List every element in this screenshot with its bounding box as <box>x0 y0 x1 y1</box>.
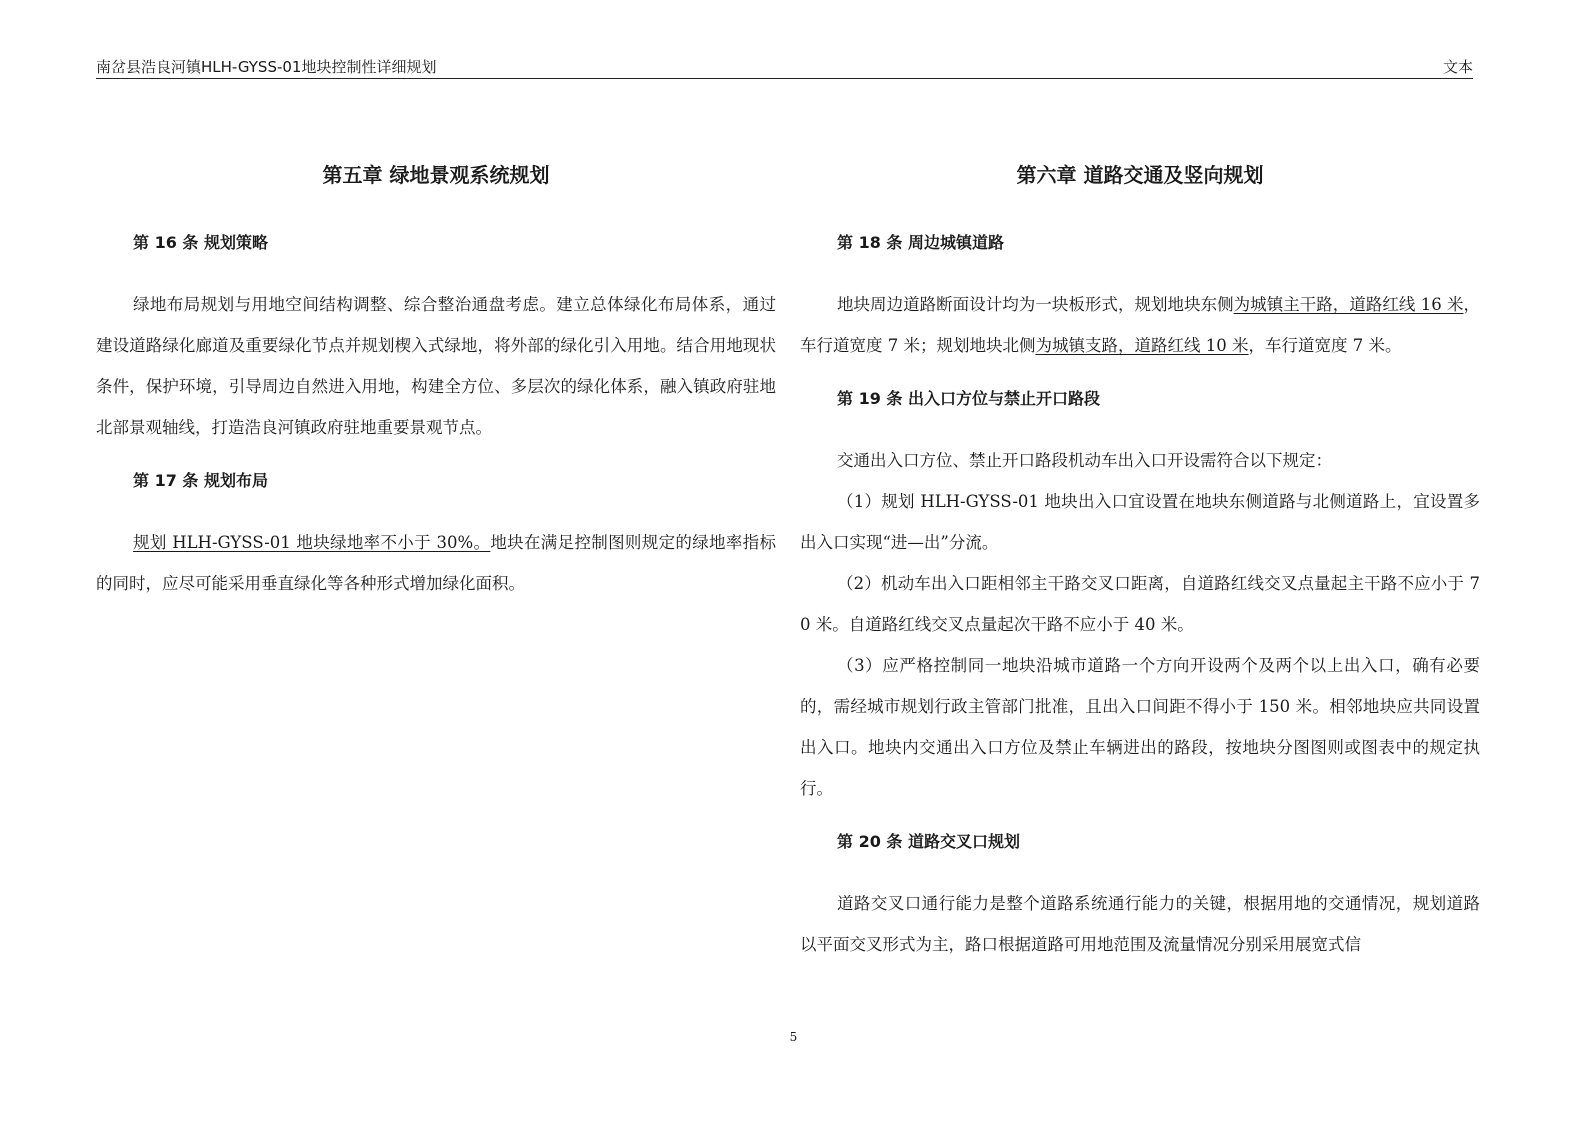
header-title: 南岔县浩良河镇HLH-GYSS-01地块控制性详细规划 <box>96 58 437 76</box>
article-17-text: 地块在满足控制图则规定的绿地率指标的同时，应尽可能采用垂直绿化等各种形式增加绿化面积。 <box>96 533 777 593</box>
header-doc-type: 文本 <box>1442 58 1473 76</box>
article-16-title: 第 16 条 规划策略 <box>133 233 268 252</box>
right-column <box>800 160 1480 983</box>
article-19-item-3: （3）应严格控制同一地块沿城市道路一个方向开设两个及两个以上出入口，确有必要的，需经城市规划行政主管部门批准，且出入口间距不得小于 150 米。相邻地块应共同设置出入口。地块内交通出入口方位及禁止车辆进出的路段，按地块分图图则或图表中的规定执行。 <box>800 656 1480 798</box>
page-number: 5 <box>789 1030 798 1044</box>
article-17-underlined: 规划 HLH-GYSS-01 地块绿地率不小于 30%。 <box>133 533 491 552</box>
chapter-5-title: 第五章 绿地景观系统规划 <box>322 163 550 187</box>
article-18-text-3: ，车行道宽度 7 米。 <box>1248 336 1402 355</box>
article-18-text-1: 地块周边道路断面设计均为一块板形式，规划地块东侧 <box>837 295 1234 314</box>
article-17-paragraph <box>96 522 776 604</box>
article-19-intro: 交通出入口方位、禁止开口路段机动车出入口开设需符合以下规定： <box>837 451 1332 470</box>
article-18-underlined-1: 为城镇主干路，道路红线 16 米 <box>1233 295 1464 314</box>
article-18-paragraph <box>800 284 1480 366</box>
article-19-title: 第 19 条 出入口方位与禁止开口路段 <box>837 389 1100 408</box>
article-19-item-1: （1）规划 HLH-GYSS-01 地块出入口宜设置在地块东侧道路与北侧道路上，宜设置多出入口实现“进—出”分流。 <box>800 492 1480 552</box>
article-18-underlined-2: 为城镇支路，道路红线 10 米 <box>1035 336 1249 355</box>
article-19-item-2: （2）机动车出入口距相邻主干路交叉口距离，自道路红线交叉点量起主干路不应小于 70 米。自道路红线交叉点量起次干路不应小于 40 米。 <box>800 574 1480 634</box>
article-17-title: 第 17 条 规划布局 <box>133 471 268 490</box>
left-column <box>96 160 776 622</box>
article-20-title: 第 20 条 道路交叉口规划 <box>837 832 1020 851</box>
article-20-text: 道路交叉口通行能力是整个道路系统通行能力的关键，根据用地的交通情况，规划道路以平面交叉形式为主，路口根据道路可用地范围及流量情况分别采用展宽式信 <box>800 894 1480 954</box>
chapter-6-title: 第六章 道路交通及竖向规划 <box>1016 163 1264 187</box>
page-header <box>96 52 1473 79</box>
article-18-title: 第 18 条 周边城镇道路 <box>837 233 1004 252</box>
article-16-text: 绿地布局规划与用地空间结构调整、综合整治通盘考虑。建立总体绿化布局体系，通过建设道路绿化廊道及重要绿化节点并规划楔入式绿地，将外部的绿化引入用地。结合用地现状条件，保护环境，引导周边自然进入用地，构建全方位、多层次的绿化体系，融入镇政府驻地北部景观轴线，打造浩良河镇政府驻地重要景观节点。 <box>96 295 776 437</box>
article-18-text-2: ，车行道宽度 7 米；规划地块北侧 <box>800 295 1480 355</box>
